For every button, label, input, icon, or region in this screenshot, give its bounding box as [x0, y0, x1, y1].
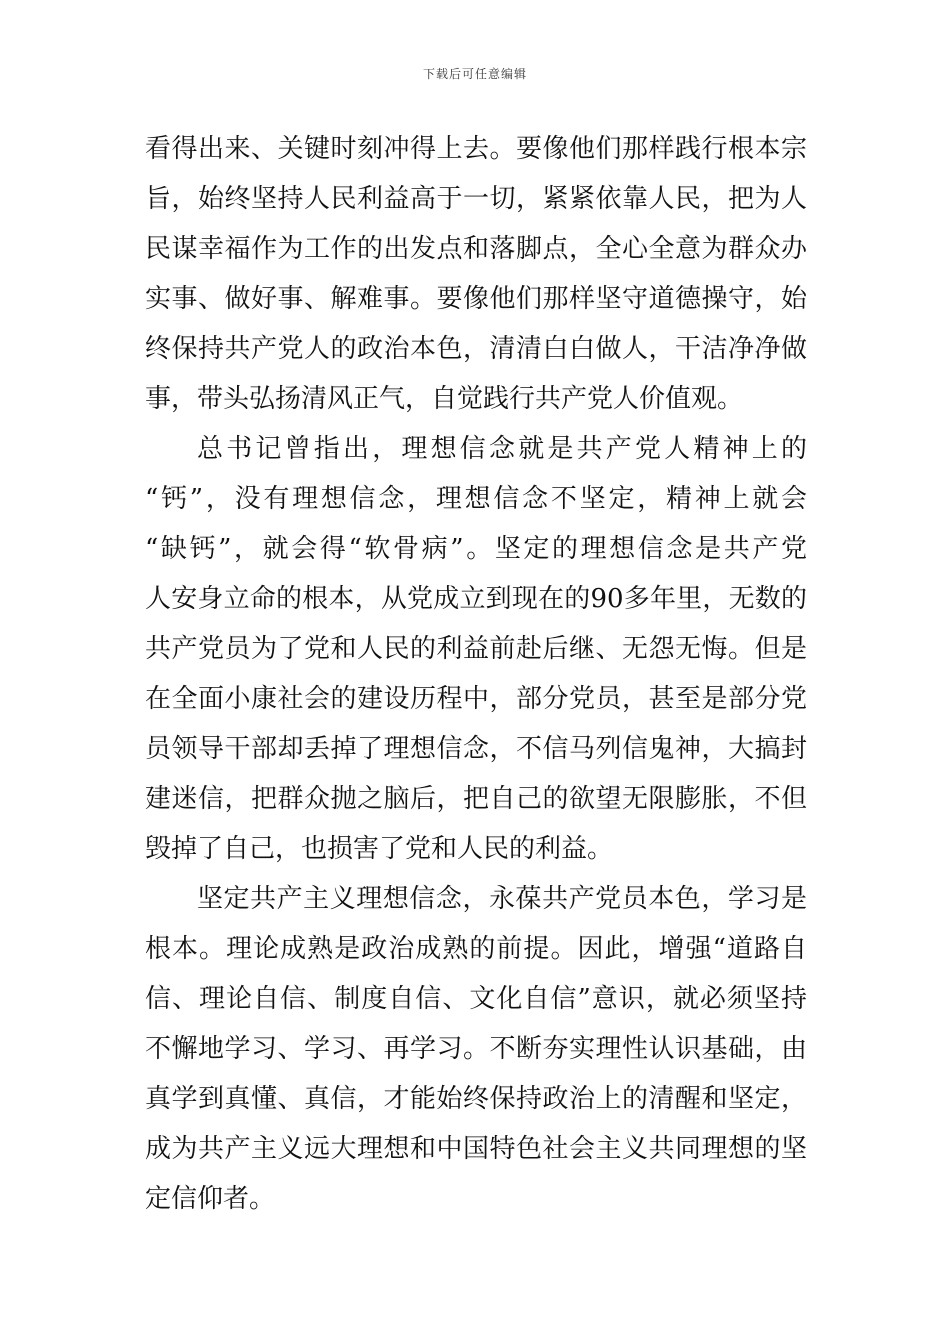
- page-header: 下载后可任意编辑: [422, 67, 527, 81]
- text-line: “缺钙”，就会得“软骨病”。坚定的理想信念是共产党: [145, 534, 807, 564]
- text-line: “钙”，没有理想信念，理想信念不坚定，精神上就会: [145, 484, 807, 514]
- text-line: 定信仰者。: [145, 1184, 276, 1214]
- paragraph-3: [145, 874, 807, 1224]
- text-line: 旨，始终坚持人民利益高于一切，紧紧依靠人民，把为人: [145, 184, 807, 214]
- text-line: 事，带头弘扬清风正气，自觉践行共产党人价值观。: [145, 384, 744, 414]
- text-line: 员领导干部却丢掉了理想信念，不信马列信鬼神，大搞封: [145, 734, 807, 764]
- text-line: 看得出来、关键时刻冲得上去。要像他们那样践行根本宗: [145, 134, 807, 164]
- text-line: 真学到真懂、真信，才能始终保持政治上的清醒和坚定，: [145, 1084, 807, 1114]
- text-line: 信、理论自信、制度自信、文化自信”意识，就必须坚持: [145, 984, 807, 1014]
- text-line: 实事、做好事、解难事。要像他们那样坚守道德操守，始: [145, 284, 807, 314]
- text-line: 总书记曾指出，理想信念就是共产党人精神上的: [197, 434, 807, 464]
- text-line: 根本。理论成熟是政治成熟的前提。因此，增强“道路自: [145, 934, 807, 964]
- text-line: 在全面小康社会的建设历程中，部分党员，甚至是部分党: [145, 684, 807, 714]
- document-body: [145, 124, 807, 1224]
- text-line: 毁掉了自己，也损害了党和人民的利益。: [145, 834, 614, 864]
- paragraph-2: [145, 424, 807, 874]
- text-line: 终保持共产党人的政治本色，清清白白做人，干洁净净做: [145, 334, 807, 364]
- text-line: 不懈地学习、学习、再学习。不断夯实理性认识基础，由: [145, 1034, 807, 1064]
- text-line: 成为共产主义远大理想和中国特色社会主义共同理想的坚: [145, 1134, 807, 1164]
- text-line: 建迷信，把群众抛之脑后，把自己的欲望无限膨胀，不但: [145, 784, 807, 814]
- text-line: 坚定共产主义理想信念，永葆共产党员本色，学习是: [197, 884, 807, 914]
- text-line: 人安身立命的根本，从党成立到现在的90多年里，无数的: [145, 584, 807, 614]
- paragraph-1: [145, 124, 807, 424]
- text-line: 民谋幸福作为工作的出发点和落脚点，全心全意为群众办: [145, 234, 807, 264]
- text-line: 共产党员为了党和人民的利益前赴后继、无怨无悔。但是: [145, 634, 807, 664]
